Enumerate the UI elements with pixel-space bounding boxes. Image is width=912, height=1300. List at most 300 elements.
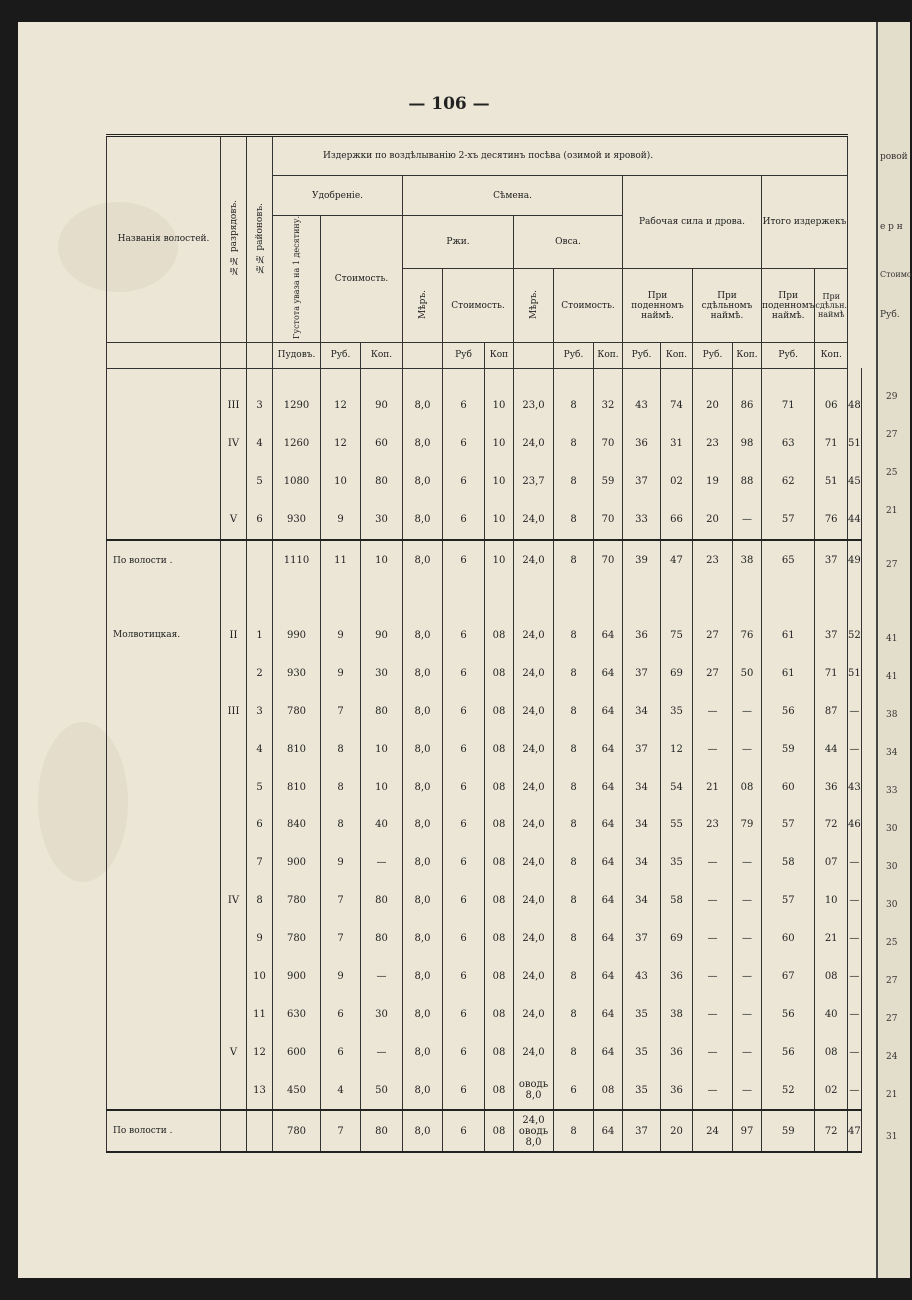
- adjacent-page-value: 27: [886, 976, 898, 986]
- adjacent-page-fragment: е р н: [880, 222, 903, 232]
- cell-pud: 780: [273, 882, 321, 920]
- table-row: [107, 995, 862, 1033]
- cell-sd-r: —: [693, 730, 733, 768]
- cell-it-pod-r: 56: [762, 692, 815, 730]
- cell-sd-r: —: [693, 692, 733, 730]
- cell-ov-r: 8: [554, 617, 594, 655]
- rzh-mery-header: Мѣръ.: [403, 269, 443, 343]
- adjacent-page-value: 34: [886, 748, 898, 758]
- total-row: [107, 1110, 862, 1152]
- cell-pod-k: 35: [661, 844, 693, 882]
- volost-name: [107, 882, 221, 920]
- cell-pod-r: 37: [623, 730, 661, 768]
- cell-rzh-r: 6: [443, 1033, 485, 1071]
- cell-ov-k: 64: [594, 768, 623, 806]
- cell-pod-k: 47: [661, 540, 693, 581]
- cell-pod-k: 58: [661, 882, 693, 920]
- cell-sd-r: —: [693, 958, 733, 996]
- cell-it-sd-r: 46: [847, 806, 861, 844]
- cell-it-sd-r: 48: [847, 387, 861, 425]
- adjacent-page-value: 21: [886, 506, 898, 516]
- adjacent-page-value: 30: [886, 862, 898, 872]
- cell-ud-r: 6: [321, 1033, 361, 1071]
- cell-pod-k: 31: [661, 425, 693, 463]
- volost-name: [107, 995, 221, 1033]
- cell-it-pod-r: 59: [762, 730, 815, 768]
- cell-rzh-r: 6: [443, 920, 485, 958]
- adjacent-page-fragment: Стоимо: [880, 270, 912, 279]
- cell-ud-r: 12: [321, 387, 361, 425]
- cell-ov-m: 24,0: [514, 920, 554, 958]
- cell-ov-r: 8: [554, 844, 594, 882]
- cell-it-pod-k: 07: [815, 844, 848, 882]
- table-body: [107, 368, 862, 1152]
- razryad-cell: [221, 1110, 247, 1152]
- cell-pod-r: 33: [623, 501, 661, 540]
- cell-pod-r: 36: [623, 617, 661, 655]
- cell-pod-k: 66: [661, 501, 693, 540]
- cell-rzh-m: 8,0: [403, 1071, 443, 1110]
- cell-it-pod-k: 51: [815, 463, 848, 501]
- cell-rzh-r: 6: [443, 617, 485, 655]
- cell-it-pod-r: 60: [762, 768, 815, 806]
- cell-ud-k: 10: [361, 768, 403, 806]
- units-row: [107, 342, 862, 368]
- cell-sd-k: 97: [733, 1110, 762, 1152]
- cell-pud: 930: [273, 501, 321, 540]
- cell-sd-k: 88: [733, 463, 762, 501]
- cell-ud-r: 8: [321, 730, 361, 768]
- cell-sd-k: —: [733, 882, 762, 920]
- unit-rub: Руб.: [321, 342, 361, 368]
- cell-ud-k: 30: [361, 501, 403, 540]
- cell-rzh-m: 8,0: [403, 692, 443, 730]
- rayon-cell: 6: [247, 806, 273, 844]
- cell-rzh-k: 08: [485, 654, 514, 692]
- cell-ov-r: 8: [554, 995, 594, 1033]
- cell-it-pod-k: 37: [815, 540, 848, 581]
- cell-pud: 780: [273, 692, 321, 730]
- cell-it-pod-r: 67: [762, 958, 815, 996]
- cell-ud-r: 9: [321, 844, 361, 882]
- cell-pod-r: 37: [623, 920, 661, 958]
- pri-podennom-header: При поденномъ наймѣ.: [623, 269, 693, 343]
- main-title: Издержки по воздѣлыванію 2-хъ десятинъ посѣва (озимой и яровой).: [273, 136, 848, 176]
- spacer-row: [107, 368, 862, 387]
- cell-rzh-r: 6: [443, 730, 485, 768]
- cell-ov-r: 8: [554, 1033, 594, 1071]
- cell-rzh-m: 8,0: [403, 1110, 443, 1152]
- rayon-cell: 4: [247, 730, 273, 768]
- cell-ov-m: 24,0: [514, 995, 554, 1033]
- cell-pud: 780: [273, 1110, 321, 1152]
- cell-ov-r: 8: [554, 654, 594, 692]
- cell-pod-k: 75: [661, 617, 693, 655]
- cell-ov-m: 24,0: [514, 540, 554, 581]
- cell-ov-k: 64: [594, 995, 623, 1033]
- cell-it-pod-r: 63: [762, 425, 815, 463]
- cell-it-pod-r: 56: [762, 1033, 815, 1071]
- adjacent-page-value: 25: [886, 938, 898, 948]
- cell-it-pod-k: 72: [815, 1110, 848, 1152]
- semena-header: Сѣмена.: [403, 176, 623, 216]
- cell-ov-k: 64: [594, 654, 623, 692]
- rayon-cell: 12: [247, 1033, 273, 1071]
- cell-it-sd-r: —: [847, 844, 861, 882]
- volost-name: [107, 958, 221, 996]
- cell-ud-r: 9: [321, 501, 361, 540]
- cell-ov-k: 64: [594, 958, 623, 996]
- cell-pud: 930: [273, 654, 321, 692]
- cell-sd-r: 23: [693, 806, 733, 844]
- cell-sd-r: 24: [693, 1110, 733, 1152]
- cell-pod-k: 12: [661, 730, 693, 768]
- cell-pod-r: 43: [623, 958, 661, 996]
- razryad-cell: [221, 806, 247, 844]
- cell-ov-r: 8: [554, 920, 594, 958]
- cell-sd-k: 08: [733, 768, 762, 806]
- cell-pud: 450: [273, 1071, 321, 1110]
- table-row: [107, 425, 862, 463]
- cell-ud-k: —: [361, 1033, 403, 1071]
- cell-ov-r: 6: [554, 1071, 594, 1110]
- volost-name: Молвотицкая.: [107, 617, 221, 655]
- adjacent-page-fragment: Руб.: [880, 310, 900, 320]
- total-label: По волости .: [107, 540, 221, 581]
- cell-it-sd-r: —: [847, 882, 861, 920]
- cell-it-pod-r: 57: [762, 501, 815, 540]
- cell-ov-m: 24,0: [514, 768, 554, 806]
- cell-ud-r: 7: [321, 692, 361, 730]
- rayon-cell: 13: [247, 1071, 273, 1110]
- cell-rzh-m: 8,0: [403, 768, 443, 806]
- cell-rzh-r: 6: [443, 958, 485, 996]
- cell-ud-r: 9: [321, 617, 361, 655]
- cell-it-pod-k: 36: [815, 768, 848, 806]
- cell-it-pod-r: 56: [762, 995, 815, 1033]
- adjacent-page-value: 38: [886, 710, 898, 720]
- adjacent-page-value: 27: [886, 430, 898, 440]
- cell-rzh-r: 6: [443, 425, 485, 463]
- cell-sd-k: 76: [733, 617, 762, 655]
- cell-ud-r: 10: [321, 463, 361, 501]
- cell-it-pod-k: 44: [815, 730, 848, 768]
- cell-sd-k: —: [733, 692, 762, 730]
- rzhi-header: Ржи.: [403, 216, 514, 269]
- table-header: [107, 136, 862, 369]
- cell-pod-r: 37: [623, 463, 661, 501]
- table-row: [107, 501, 862, 540]
- cell-it-sd-r: —: [847, 1033, 861, 1071]
- cell-rzh-k: 10: [485, 540, 514, 581]
- cell-sd-r: 23: [693, 425, 733, 463]
- unit-rub: Руб.: [623, 342, 661, 368]
- cell-it-sd-r: 51: [847, 654, 861, 692]
- unit-kop: Коп.: [361, 342, 403, 368]
- volost-column-header: Названія волостей.: [107, 136, 221, 343]
- cell-ov-r: 8: [554, 387, 594, 425]
- cell-sd-r: —: [693, 920, 733, 958]
- adjacent-page-value: 29: [886, 392, 898, 402]
- cell-pod-k: 69: [661, 654, 693, 692]
- cell-rzh-k: 08: [485, 692, 514, 730]
- cell-rzh-m: 8,0: [403, 425, 443, 463]
- cell-sd-r: 20: [693, 501, 733, 540]
- volost-name: [107, 768, 221, 806]
- cell-pud: 810: [273, 768, 321, 806]
- rayon-cell: 7: [247, 844, 273, 882]
- cell-sd-k: —: [733, 1033, 762, 1071]
- cell-pud: 630: [273, 995, 321, 1033]
- cell-it-pod-k: 87: [815, 692, 848, 730]
- cell-ud-k: 80: [361, 882, 403, 920]
- cell-it-sd-r: —: [847, 1071, 861, 1110]
- cell-pud: 1260: [273, 425, 321, 463]
- cell-pod-k: 54: [661, 768, 693, 806]
- razryad-cell: [221, 920, 247, 958]
- cell-rzh-r: 6: [443, 768, 485, 806]
- razryad-cell: [221, 958, 247, 996]
- table-row: [107, 387, 862, 425]
- cell-rzh-k: 08: [485, 617, 514, 655]
- cell-ov-m: 24,0 оводь 8,0: [514, 1110, 554, 1152]
- document-page: [18, 22, 880, 1278]
- cell-rzh-k: 08: [485, 844, 514, 882]
- cell-pod-k: 55: [661, 806, 693, 844]
- cell-rzh-k: 08: [485, 768, 514, 806]
- cell-it-pod-k: 08: [815, 958, 848, 996]
- cell-it-pod-r: 59: [762, 1110, 815, 1152]
- cell-ov-k: 64: [594, 617, 623, 655]
- cell-ov-r: 8: [554, 1110, 594, 1152]
- cell-it-pod-k: 71: [815, 425, 848, 463]
- cell-it-pod-r: 62: [762, 463, 815, 501]
- table-row: [107, 768, 862, 806]
- cell-sd-k: 50: [733, 654, 762, 692]
- table-row: [107, 654, 862, 692]
- cell-it-pod-r: 61: [762, 654, 815, 692]
- cell-sd-r: —: [693, 882, 733, 920]
- razryad-cell: II: [221, 617, 247, 655]
- cell-rzh-m: 8,0: [403, 540, 443, 581]
- adjacent-page-value: 24: [886, 1052, 898, 1062]
- cell-pod-r: 39: [623, 540, 661, 581]
- cell-ov-m: 24,0: [514, 1033, 554, 1071]
- cell-ov-r: 8: [554, 730, 594, 768]
- cell-ov-k: 64: [594, 882, 623, 920]
- cell-pod-r: 43: [623, 387, 661, 425]
- cell-rzh-k: 08: [485, 1110, 514, 1152]
- cell-pod-k: 36: [661, 958, 693, 996]
- cell-it-sd-r: 44: [847, 501, 861, 540]
- cell-pud: 900: [273, 844, 321, 882]
- razryad-cell: [221, 540, 247, 581]
- cell-ud-k: 30: [361, 995, 403, 1033]
- cell-rzh-m: 8,0: [403, 1033, 443, 1071]
- volost-name: [107, 920, 221, 958]
- cell-rzh-k: 10: [485, 501, 514, 540]
- cell-ov-k: 70: [594, 501, 623, 540]
- volost-name: [107, 463, 221, 501]
- cell-pud: 990: [273, 617, 321, 655]
- cell-it-sd-r: 47: [847, 1110, 861, 1152]
- cell-ud-k: —: [361, 958, 403, 996]
- cell-pud: 1110: [273, 540, 321, 581]
- cell-ov-m: 24,0: [514, 617, 554, 655]
- cell-pod-k: 38: [661, 995, 693, 1033]
- cell-ud-r: 8: [321, 768, 361, 806]
- adjacent-page-value: 33: [886, 786, 898, 796]
- cell-ud-r: 9: [321, 958, 361, 996]
- adjacent-page-value: 27: [886, 560, 898, 570]
- cell-ud-k: 40: [361, 806, 403, 844]
- cell-rzh-r: 6: [443, 540, 485, 581]
- cell-rzh-m: 8,0: [403, 995, 443, 1033]
- adjacent-page-value: 31: [886, 1132, 898, 1142]
- cell-ov-r: 8: [554, 882, 594, 920]
- cell-sd-k: 98: [733, 425, 762, 463]
- cost-table: [106, 134, 862, 1153]
- rayon-cell: [247, 540, 273, 581]
- cell-it-pod-k: 02: [815, 1071, 848, 1110]
- rayon-cell: 2: [247, 654, 273, 692]
- cell-sd-k: —: [733, 844, 762, 882]
- volost-name: [107, 692, 221, 730]
- adjacent-page-value: 30: [886, 900, 898, 910]
- adjacent-page-value: 41: [886, 634, 898, 644]
- volost-name: [107, 425, 221, 463]
- razryad-cell: [221, 463, 247, 501]
- cell-it-sd-r: 52: [847, 617, 861, 655]
- total-row: [107, 540, 862, 581]
- razryad-cell: V: [221, 501, 247, 540]
- cell-rzh-r: 6: [443, 692, 485, 730]
- ovsa-header: Овса.: [514, 216, 623, 269]
- udobrenie-header: Удобреніе.: [273, 176, 403, 216]
- ov-stoimost-header: Стоимость.: [554, 269, 623, 343]
- cell-ov-k: 64: [594, 844, 623, 882]
- rayon-cell: 9: [247, 920, 273, 958]
- table-row: [107, 1033, 862, 1071]
- cell-rzh-k: 08: [485, 995, 514, 1033]
- cell-pod-r: 37: [623, 654, 661, 692]
- cell-ov-m: 24,0: [514, 882, 554, 920]
- cell-ov-k: 08: [594, 1071, 623, 1110]
- rayon-cell: 3: [247, 387, 273, 425]
- volost-name: [107, 1071, 221, 1110]
- adjacent-page-value: 27: [886, 1014, 898, 1024]
- page-number: — 106 —: [408, 94, 490, 114]
- rayon-cell: 8: [247, 882, 273, 920]
- razryad-cell: IV: [221, 882, 247, 920]
- cell-ov-m: 23,7: [514, 463, 554, 501]
- table-row: [107, 806, 862, 844]
- cell-rzh-m: 8,0: [403, 654, 443, 692]
- cell-it-pod-r: 71: [762, 387, 815, 425]
- table-row: [107, 617, 862, 655]
- table-row: [107, 882, 862, 920]
- unit-rub: Руб.: [554, 342, 594, 368]
- cell-pod-k: 02: [661, 463, 693, 501]
- cell-it-pod-k: 71: [815, 654, 848, 692]
- unit-kop: Коп.: [594, 342, 623, 368]
- cell-it-pod-r: 65: [762, 540, 815, 581]
- cell-ov-r: 8: [554, 463, 594, 501]
- cell-sd-k: —: [733, 730, 762, 768]
- cell-ud-k: 10: [361, 540, 403, 581]
- volost-name: [107, 844, 221, 882]
- cell-ov-m: 23,0: [514, 387, 554, 425]
- razryad-cell: [221, 730, 247, 768]
- cell-pod-k: 69: [661, 920, 693, 958]
- cell-ud-k: 90: [361, 387, 403, 425]
- cell-it-sd-r: —: [847, 730, 861, 768]
- cell-ud-r: 8: [321, 806, 361, 844]
- cell-ov-m: 24,0: [514, 501, 554, 540]
- cell-it-pod-r: 60: [762, 920, 815, 958]
- razryad-cell: [221, 654, 247, 692]
- adjacent-page-fragment: ровой: [880, 152, 908, 162]
- cell-ud-r: 7: [321, 920, 361, 958]
- cell-it-sd-r: —: [847, 692, 861, 730]
- cell-ud-r: 7: [321, 882, 361, 920]
- cell-sd-k: 38: [733, 540, 762, 581]
- adjacent-page-value: 30: [886, 824, 898, 834]
- cell-sd-k: —: [733, 1071, 762, 1110]
- cell-rzh-m: 8,0: [403, 501, 443, 540]
- cell-ov-k: 64: [594, 1033, 623, 1071]
- volost-name: [107, 501, 221, 540]
- cell-rzh-m: 8,0: [403, 882, 443, 920]
- cell-rzh-r: 6: [443, 463, 485, 501]
- unit-rub: Руб.: [762, 342, 815, 368]
- razryad-cell: IV: [221, 425, 247, 463]
- rayon-cell: 4: [247, 425, 273, 463]
- cell-pod-k: 36: [661, 1071, 693, 1110]
- cell-ud-k: 30: [361, 654, 403, 692]
- cell-ud-k: 80: [361, 692, 403, 730]
- unit-kop: Коп.: [733, 342, 762, 368]
- cell-ov-m: 24,0: [514, 844, 554, 882]
- cell-ov-k: 64: [594, 692, 623, 730]
- cell-ud-k: 80: [361, 920, 403, 958]
- cell-sd-k: 79: [733, 806, 762, 844]
- cell-sd-k: 86: [733, 387, 762, 425]
- cell-ud-k: 60: [361, 425, 403, 463]
- cell-sd-k: —: [733, 501, 762, 540]
- cell-rzh-k: 08: [485, 1071, 514, 1110]
- razryad-cell: [221, 995, 247, 1033]
- table-row: [107, 463, 862, 501]
- table-row: [107, 920, 862, 958]
- cell-pod-r: 35: [623, 1033, 661, 1071]
- cell-ud-r: 4: [321, 1071, 361, 1110]
- cell-rzh-k: 08: [485, 882, 514, 920]
- cell-rzh-m: 8,0: [403, 387, 443, 425]
- cell-pud: 1290: [273, 387, 321, 425]
- spacer-row: [107, 581, 862, 599]
- cell-rzh-m: 8,0: [403, 463, 443, 501]
- itogo-sdelnom-header: При сдѣльн. наймѣ: [815, 269, 848, 343]
- razryad-cell: [221, 768, 247, 806]
- razryad-column-header: №№ разрядовъ.: [221, 136, 247, 343]
- volost-name: [107, 806, 221, 844]
- cell-ov-r: 8: [554, 692, 594, 730]
- razryad-cell: [221, 1071, 247, 1110]
- table-row: [107, 730, 862, 768]
- cell-rzh-k: 10: [485, 463, 514, 501]
- cell-rzh-k: 08: [485, 920, 514, 958]
